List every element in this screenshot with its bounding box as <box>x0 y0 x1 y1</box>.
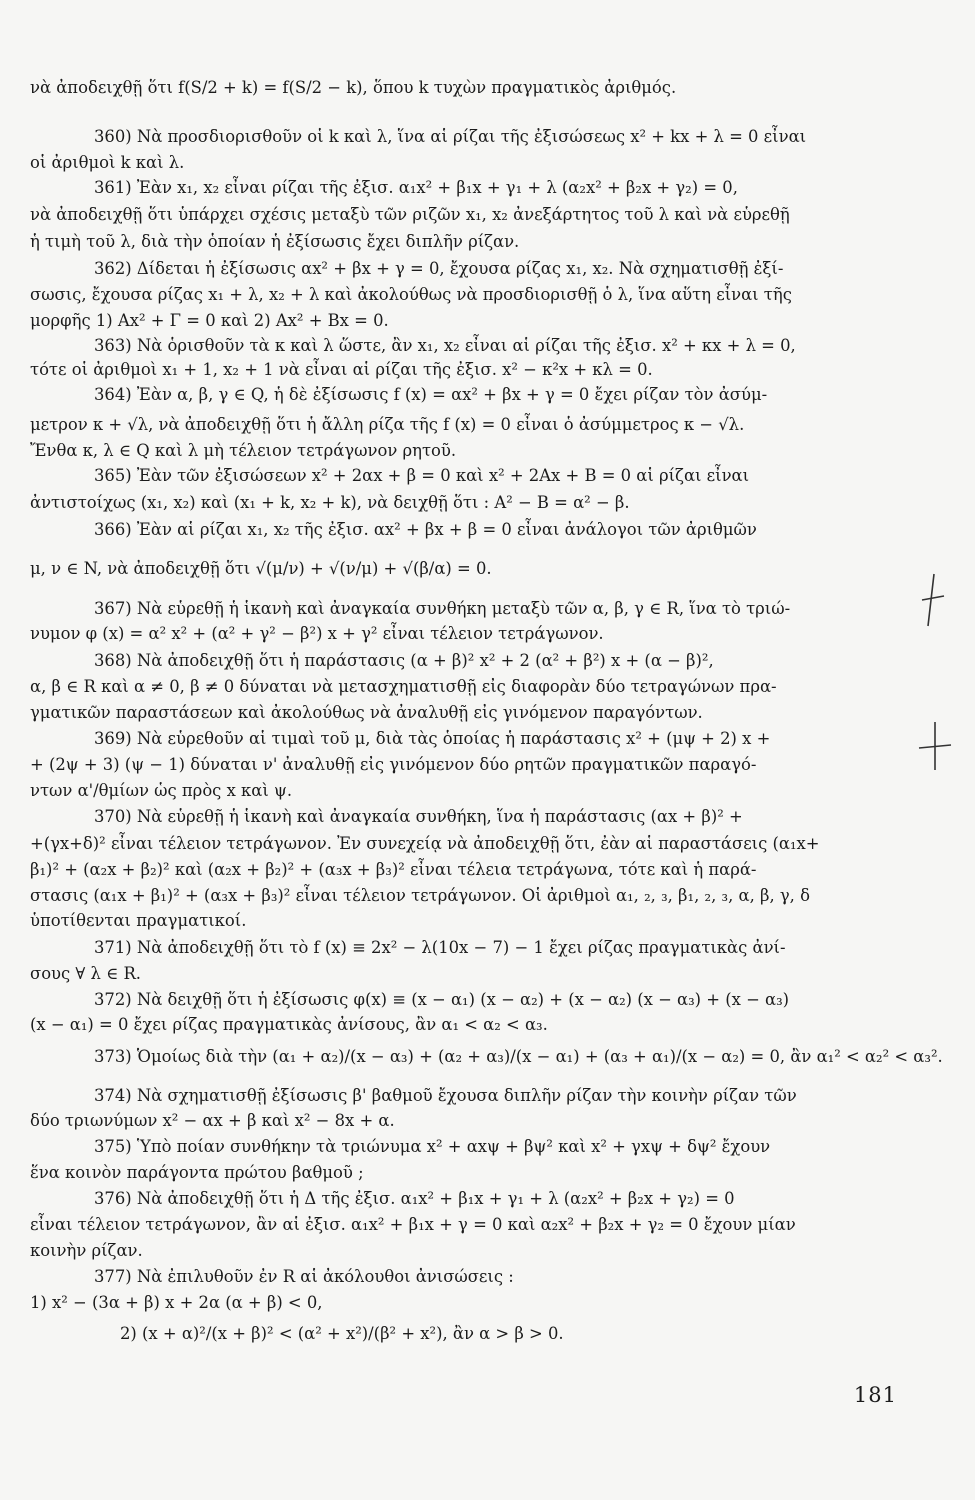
text-line: β₁)² + (α₂x + β₂)² καὶ (α₂x + β₂)² + (α₃x + β₃)² εἶναι τέλεια τετράγωνα, τότε καὶ ἡ παρά- <box>30 860 757 879</box>
text-line: μ, ν ∈ N, νὰ ἀποδειχθῇ ὅτι √(μ/ν) + √(ν/μ) + √(β/α) = 0. <box>30 559 492 578</box>
text-line: 371) Νὰ ἀποδειχθῇ ὅτι τὸ f (x) ≡ 2x² − λ(10x − 7) − 1 ἔχει ρίζας πραγματικὰς ἀνί- <box>94 938 786 957</box>
text-line: μορφῆς 1) Ax² + Γ = 0 καὶ 2) Ax² + Bx = 0. <box>30 311 389 330</box>
text-line: 376) Νὰ ἀποδειχθῇ ὅτι ἡ Δ τῆς ἐξισ. α₁x² + β₁x + γ₁ + λ (α₂x² + β₂x + γ₂) = 0 <box>94 1189 735 1208</box>
pencil-mark-icon <box>918 570 948 630</box>
text-line: κοινὴν ρίζαν. <box>30 1241 143 1260</box>
text-line: μετρον κ + √λ, νὰ ἀποδειχθῇ ὅτι ἡ ἄλλη ρίζα τῆς f (x) = 0 εἶναι ὁ ἀσύμμετρος κ − √λ. <box>30 415 745 434</box>
text-line: 361) Ἐὰν x₁, x₂ εἶναι ρίζαι τῆς ἐξισ. α₁x² + β₁x + γ₁ + λ (α₂x² + β₂x + γ₂) = 0, <box>94 178 738 197</box>
text-line: τότε οἱ ἀριθμοὶ x₁ + 1, x₂ + 1 νὰ εἶναι αἱ ρίζαι τῆς ἐξισ. x² − κ²x + κλ = 0. <box>30 360 653 379</box>
text-line: α, β ∈ R καὶ α ≠ 0, β ≠ 0 δύναται νὰ μετασχηματισθῇ εἰς διαφορὰν δύο τετραγώνων πρα- <box>30 677 777 696</box>
text-line: γματικῶν παραστάσεων καὶ ἀκολούθως νὰ ἀναλυθῇ εἰς γινόμενον παραγόντων. <box>30 703 703 722</box>
text-line: 373) Ὁμοίως διὰ τὴν (α₁ + α₂)/(x − α₃) + (α₂ + α₃)/(x − α₁) + (α₃ + α₁)/(x − α₂) = 0, ἂν α₁² < α₂² < α₃². <box>94 1047 943 1066</box>
text-line: ἡ τιμὴ τοῦ λ, διὰ τὴν ὁποίαν ἡ ἐξίσωσις ἔχει διπλῆν ρίζαν. <box>30 232 520 251</box>
text-line: σωσις, ἔχουσα ρίζας x₁ + λ, x₂ + λ καὶ ἀκολούθως νὰ προσδιορισθῇ ὁ λ, ἵνα αὕτη εἶναι τῆς <box>30 285 792 304</box>
text-line: 372) Νὰ δειχθῇ ὅτι ἡ ἐξίσωσις φ(x) ≡ (x − α₁) (x − α₂) + (x − α₂) (x − α₃) + (x − α₃) <box>94 990 790 1009</box>
text-line: στασις (α₁x + β₁)² + (α₃x + β₃)² εἶναι τέλειον τετράγωνον. Οἱ ἀριθμοὶ α₁, ₂, ₃, β₁, ₂, ₃, α, β, γ, δ <box>30 886 810 905</box>
text-line: ντων α'/θμίων ὡς πρὸς x καὶ ψ. <box>30 781 293 800</box>
text-line: 370) Νὰ εὑρεθῇ ἡ ἱκανὴ καὶ ἀναγκαία συνθήκη, ἵνα ἡ παράστασις (αx + β)² + <box>94 807 743 826</box>
text-line: νυμον φ (x) = α² x² + (α² + γ² − β²) x + γ² εἶναι τέλειον τετράγωνον. <box>30 624 604 643</box>
text-line: οἱ ἀριθμοὶ k καὶ λ. <box>30 153 185 172</box>
text-line: ὑποτίθενται πραγματικοί. <box>30 911 247 930</box>
text-line: 363) Νὰ ὁρισθοῦν τὰ κ καὶ λ ὥστε, ἂν x₁, x₂ εἶναι αἱ ρίζαι τῆς ἐξισ. x² + κx + λ = 0, <box>94 336 796 355</box>
text-line: 366) Ἐὰν αἱ ρίζαι x₁, x₂ τῆς ἐξισ. αx² + βx + β = 0 εἶναι ἀνάλογοι τῶν ἀριθμῶν <box>94 520 757 539</box>
pencil-cross-icon <box>915 718 955 774</box>
text-line: +(γx+δ)² εἶναι τέλειον τετράγωνον. Ἐν συνεχείᾳ νὰ ἀποδειχθῇ ὅτι, ἐὰν αἱ παραστάσεις (α₁x+ <box>30 834 820 853</box>
text-line: 1) x² − (3α + β) x + 2α (α + β) < 0, <box>30 1293 323 1312</box>
text-line: ἕνα κοινὸν παράγοντα πρώτου βαθμοῦ ; <box>30 1163 364 1182</box>
text-line: νὰ ἀποδειχθῇ ὅτι ὑπάρχει σχέσις μεταξὺ τῶν ριζῶν x₁, x₂ ἀνεξάρτητος τοῦ λ καὶ νὰ εὑρεθῇ <box>30 205 790 224</box>
text-line: 365) Ἐὰν τῶν ἐξισώσεων x² + 2αx + β = 0 καὶ x² + 2Ax + B = 0 αἱ ρίζαι εἶναι <box>94 466 750 485</box>
text-line: (x − α₁) = 0 ἔχει ρίζας πραγματικὰς ἀνίσους, ἂν α₁ < α₂ < α₃. <box>30 1015 548 1034</box>
text-line: 375) Ὑπὸ ποίαν συνθήκην τὰ τριώνυμα x² + αxψ + βψ² καὶ x² + γxψ + δψ² ἔχουν <box>94 1137 771 1156</box>
text-line: 367) Νὰ εὑρεθῇ ἡ ἱκανὴ καὶ ἀναγκαία συνθήκη μεταξὺ τῶν α, β, γ ∈ R, ἵνα τὸ τριώ- <box>94 599 791 618</box>
text-line: εἶναι τέλειον τετράγωνον, ἂν αἱ ἐξισ. α₁x² + β₁x + γ = 0 καὶ α₂x² + β₂x + γ₂ = 0 ἔχουν μίαν <box>30 1215 796 1234</box>
text-line: 369) Νὰ εὑρεθοῦν αἱ τιμαὶ τοῦ μ, διὰ τὰς ὁποίας ἡ παράστασις x² + (μψ + 2) x + <box>94 729 771 748</box>
text-line: σους ∀ λ ∈ R. <box>30 964 142 983</box>
text-line: νὰ ἀποδειχθῇ ὅτι f(S/2 + k) = f(S/2 − k), ὅπου k τυχὼν πραγματικὸς ἀριθμός. <box>30 78 677 97</box>
text-line: 360) Νὰ προσδιορισθοῦν οἱ k καὶ λ, ἵνα αἱ ρίζαι τῆς ἐξισώσεως x² + kx + λ = 0 εἶναι <box>94 127 807 146</box>
text-line: + (2ψ + 3) (ψ − 1) δύναται ν' ἀναλυθῇ εἰς γινόμενον δύο ρητῶν πραγματικῶν παραγό- <box>30 755 757 774</box>
text-line: 2) (x + α)²/(x + β)² < (α² + x²)/(β² + x²), ἂν α > β > 0. <box>120 1324 564 1343</box>
text-line: 362) Δίδεται ἡ ἐξίσωσις αx² + βx + γ = 0, ἔχουσα ρίζας x₁, x₂. Νὰ σχηματισθῇ ἐξί- <box>94 259 784 278</box>
text-line: 368) Νὰ ἀποδειχθῇ ὅτι ἡ παράστασις (α + β)² x² + 2 (α² + β²) x + (α − β)², <box>94 651 714 670</box>
text-line: ἀντιστοίχως (x₁, x₂) καὶ (x₁ + k, x₂ + k), νὰ δειχθῇ ὅτι : A² − B = α² − β. <box>30 493 630 512</box>
text-line: 364) Ἐὰν α, β, γ ∈ Q, ἡ δὲ ἐξίσωσις f (x) = αx² + βx + γ = 0 ἔχει ρίζαν τὸν ἀσύμ- <box>94 385 768 404</box>
text-line: 377) Νὰ ἐπιλυθοῦν ἐν R αἱ ἀκόλουθοι ἀνισώσεις : <box>94 1267 514 1286</box>
text-line: δύο τριωνύμων x² − αx + β καὶ x² − 8x + α. <box>30 1111 395 1130</box>
page-number: 181 <box>853 1383 897 1407</box>
text-line: Ἔνθα κ, λ ∈ Q καὶ λ μὴ τέλειον τετράγωνον ρητοῦ. <box>30 441 457 460</box>
text-line: 374) Νὰ σχηματισθῇ ἐξίσωσις β' βαθμοῦ ἔχουσα διπλῆν ρίζαν τὴν κοινὴν ρίζαν τῶν <box>94 1086 797 1105</box>
